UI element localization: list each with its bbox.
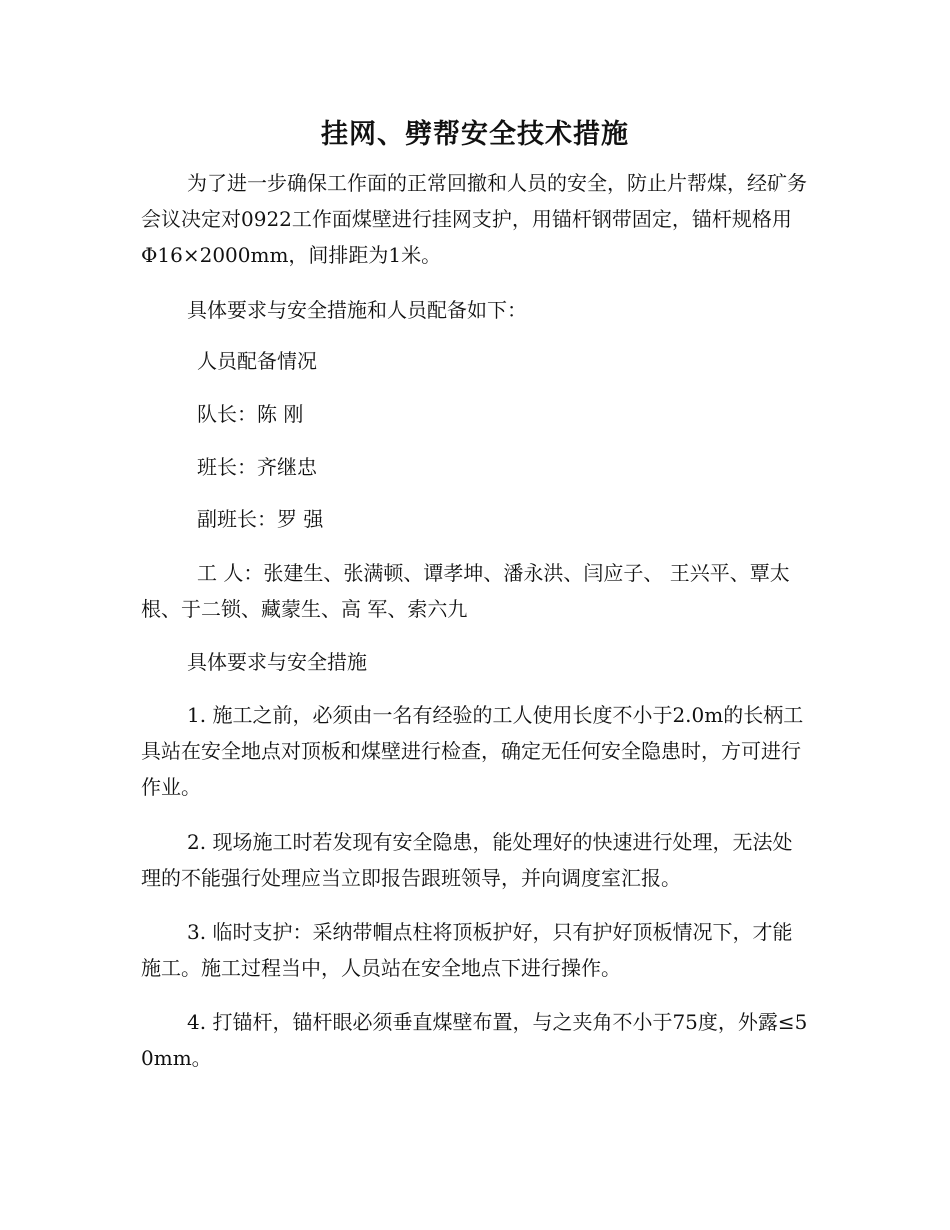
measure-item-4: 4. 打锚杆，锚杆眼必须垂直煤壁布置，与之夹角不小于75度，外露≤50mm。 xyxy=(141,1010,808,1070)
intro-paragraph: 为了进一步确保工作面的正常回撤和人员的安全，防止片帮煤，经矿务会议决定对0922工作面煤壁进行挂网支护，用锚杆钢带固定，锚杆规格用 Φ16×2000mm，间排距为1米。 xyxy=(141,171,807,267)
requirements-heading: 具体要求与安全措施和人员配备如下： xyxy=(187,298,527,322)
measure-item-1: 1. 施工之前，必须由一名有经验的工人使用长度不小于2.0m的长柄工具站在安全地点对顶板和煤壁进行检查，确定无任何安全隐患时，方可进行作业。 xyxy=(141,703,804,799)
deputy-shift-leader-line: 副班长：罗 强 xyxy=(197,507,324,531)
team-leader-line: 队长：陈 刚 xyxy=(197,402,304,426)
measure-item-3: 3. 临时支护：采纳带帽点柱将顶板护好，只有护好顶板情况下，才能施工。施工过程当中，人员站在安全地点下进行操作。 xyxy=(141,920,793,980)
workers-paragraph: 工 人：张建生、张满顿、谭孝坤、潘永洪、闫应子、 王兴平、覃太根、于二锁、藏蒙生、高 军、索六九 xyxy=(141,561,790,621)
shift-leader-line: 班长：齐继忠 xyxy=(197,455,317,479)
safety-heading: 具体要求与安全措施 xyxy=(187,650,367,674)
staffing-heading: 人员配备情况 xyxy=(197,349,317,373)
measure-item-2: 2. 现场施工时若发现有安全隐患，能处理好的快速进行处理，无法处理的不能强行处理应当立即报告跟班领导，并向调度室汇报。 xyxy=(141,830,793,890)
document-title: 挂网、劈帮安全技术措施 xyxy=(321,119,629,150)
